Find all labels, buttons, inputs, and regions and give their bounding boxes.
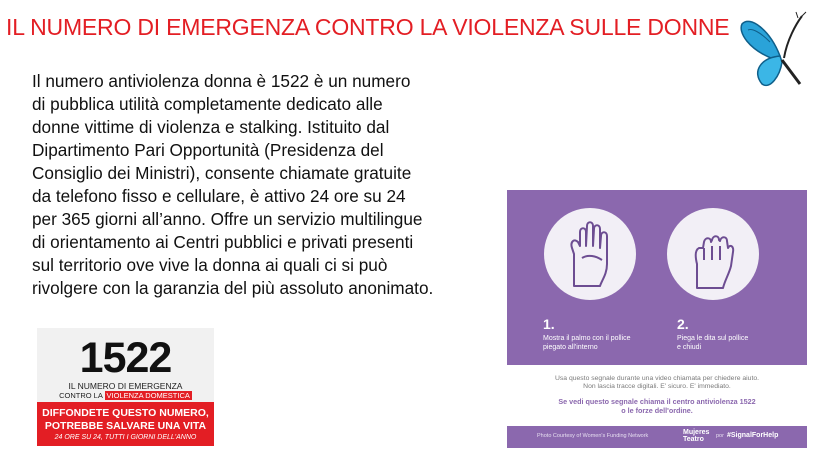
helpline-number: 1522 — [79, 334, 172, 382]
step1-line-1: Mostra il palmo con il pollice — [543, 335, 631, 342]
banner-line-2: POTREBBE SALVARE UNA VITA — [44, 420, 207, 432]
step1-description — [543, 334, 643, 352]
butterfly-icon — [740, 10, 820, 92]
step1-number: 1. — [543, 316, 555, 332]
brand-line-1: Mujeres — [683, 429, 710, 436]
body-line: da telefono fisso e cellulare, è attivo 24 ore su 24 — [32, 186, 406, 206]
info-line-2: Non lascia tracce digitali. E' sicuro. E' immediato. — [583, 383, 731, 390]
photo-credit: Photo Courtesy of Women's Funding Network — [537, 433, 649, 439]
hashtag: #SignalForHelp — [727, 432, 779, 439]
cta-line-2: o le forze dell'ordine. — [621, 406, 693, 415]
helpline-banner — [37, 328, 214, 446]
step2-circle — [667, 208, 759, 300]
banner-subtitle-prefix: CONTRO LA — [59, 391, 103, 400]
info-line-1: Usa questo segnale durante una video chiamata per chiedere aiuto. — [554, 375, 760, 382]
step2-line-2: e chiudi — [677, 344, 702, 351]
body-line: Dipartimento Pari Opportunità (Presidenza del — [32, 140, 384, 160]
body-line: Il numero antiviolenza donna è 1522 è un numero — [32, 71, 411, 91]
banner-subtitle: IL NUMERO DI EMERGENZA — [68, 381, 183, 391]
body-line: sul territorio ove vive la donna ai quali ci si può — [32, 255, 388, 275]
body-line: di orientamento ai Centri pubblici e privati presenti — [32, 232, 414, 252]
page-title: IL NUMERO DI EMERGENZA CONTRO LA VIOLENZA SULLE DONNE — [6, 14, 730, 40]
brand-logo — [683, 429, 709, 443]
por-label: por — [716, 433, 724, 439]
brand-line-2: Teatro — [683, 436, 704, 443]
description-paragraph — [32, 70, 482, 300]
signal-for-help-panel — [507, 190, 807, 457]
closed-fist-icon — [667, 208, 759, 300]
step2-description — [677, 334, 777, 352]
step2-number: 2. — [677, 316, 689, 332]
step2-line-1: Piega le dita sul pollice — [677, 335, 749, 342]
open-palm-icon — [544, 208, 636, 300]
body-line: Consiglio dei Ministri), consente chiamate gratuite — [32, 163, 412, 183]
banner-subtitle-highlight: VIOLENZA DOMESTICA — [106, 391, 190, 400]
body-line: per 365 giorni all’anno. Offre un servizio multilingue — [32, 209, 423, 229]
banner-subtitle-2 — [37, 391, 214, 400]
body-line: rivolgere con la garanzia del più assoluto anonimato. — [32, 278, 434, 298]
step1-line-2: piegato all'interno — [543, 344, 598, 351]
body-line: di pubblica utilità completamente dedicato alle — [32, 94, 383, 114]
body-line: donne vittime di violenza e stalking. Istituito dal — [32, 117, 390, 137]
banner-line-3: 24 ORE SU 24, TUTTI I GIORNI DELL'ANNO — [54, 434, 197, 441]
banner-line-1: DIFFONDETE QUESTO NUMERO, — [42, 407, 209, 419]
cta-line-1: Se vedi questo segnale chiama il centro antiviolenza 1522 — [558, 397, 756, 406]
step1-circle — [544, 208, 636, 300]
